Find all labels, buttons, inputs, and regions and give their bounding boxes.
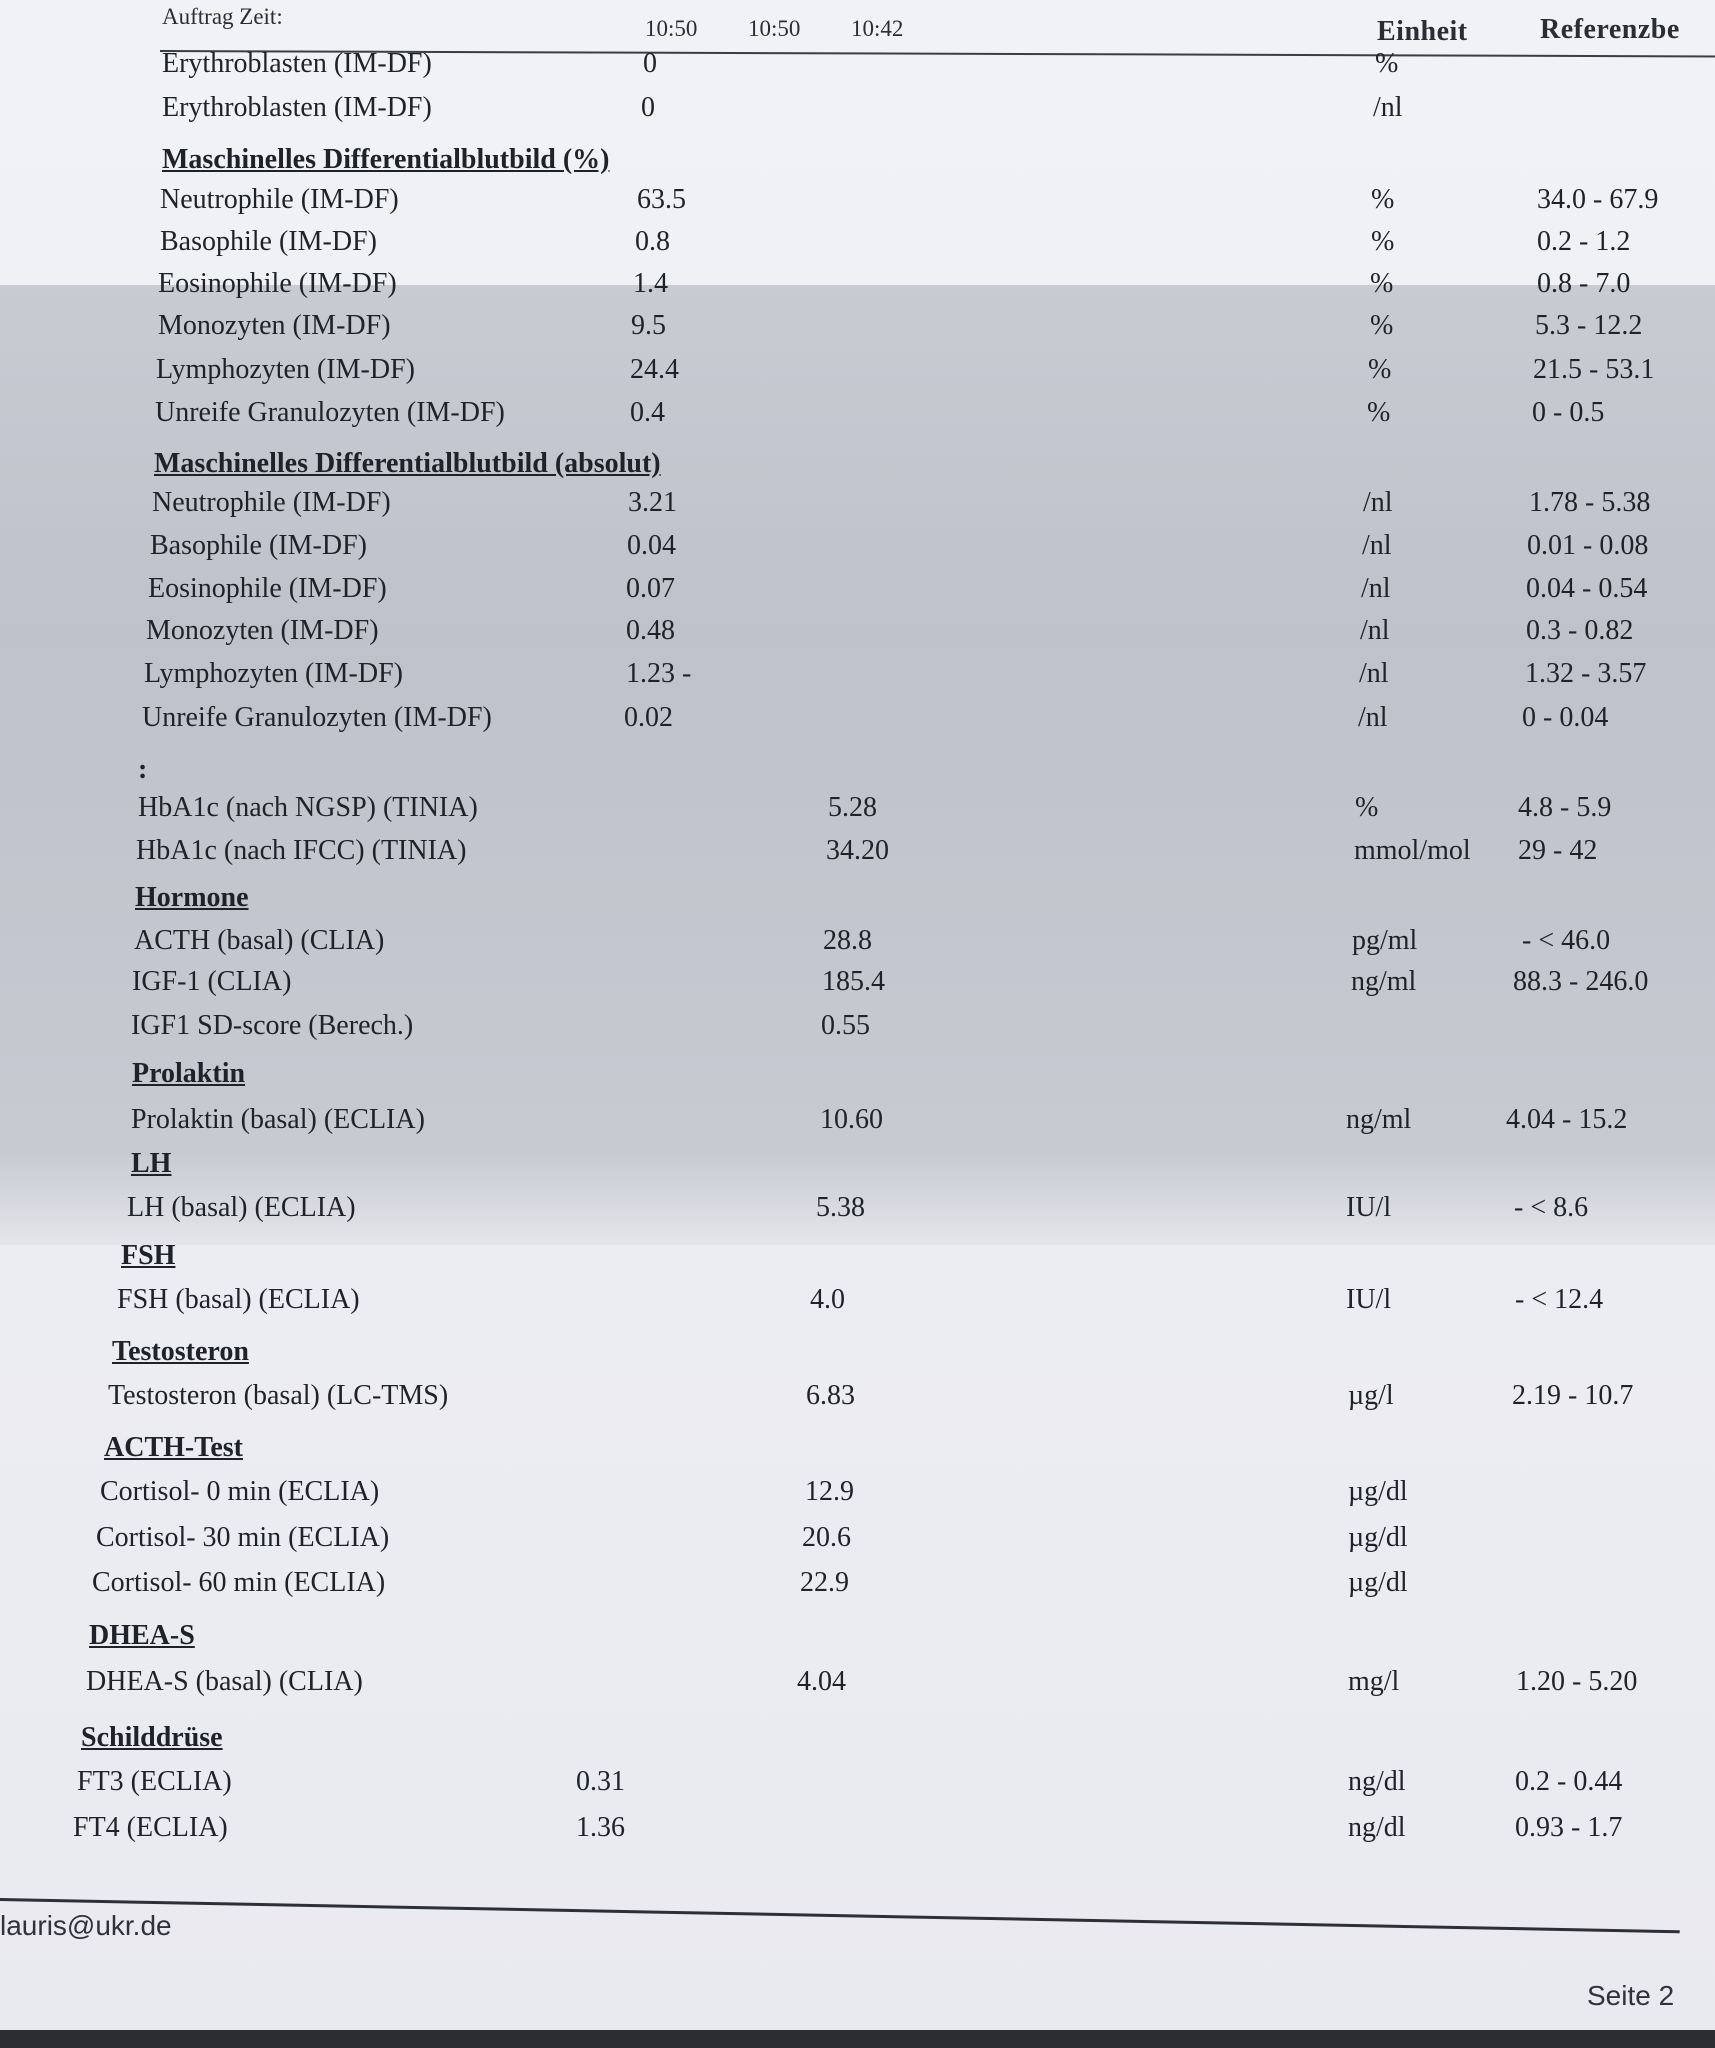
test-unit: %: [1355, 792, 1379, 823]
test-value: 0.48: [626, 615, 675, 646]
footer-email: lauris@ukr.de: [0, 1910, 172, 1941]
test-value: 0: [641, 92, 655, 123]
test-name: IGF-1 (CLIA): [132, 966, 292, 997]
test-value: 28.8: [823, 925, 872, 956]
result-row: [0, 1192, 1715, 1232]
test-unit: /nl: [1373, 92, 1403, 123]
test-value: 63.5: [637, 184, 686, 215]
result-row: [0, 792, 1715, 832]
order-time-2: 10:50: [748, 16, 801, 41]
result-row: [0, 397, 1715, 437]
test-value: 0.02: [624, 702, 673, 733]
test-value: 0: [643, 48, 657, 79]
test-reference: 0.3 - 0.82: [1526, 615, 1634, 646]
test-unit: ng/ml: [1346, 1104, 1412, 1135]
test-name: Erythroblasten (IM-DF): [162, 48, 432, 79]
test-reference: - < 8.6: [1514, 1192, 1589, 1223]
test-value: 0.04: [627, 530, 676, 561]
result-row: [0, 615, 1715, 655]
test-reference: 34.0 - 67.9: [1537, 184, 1659, 215]
test-name: Eosinophile (IM-DF): [158, 268, 397, 299]
section-title: Hormone: [135, 882, 249, 913]
test-value: 3.21: [628, 487, 677, 518]
test-unit: %: [1371, 184, 1395, 215]
test-name: HbA1c (nach NGSP) (TINIA): [138, 792, 478, 823]
test-unit: µg/l: [1348, 1380, 1394, 1411]
section-title: FSH: [121, 1240, 176, 1271]
test-reference: 0.93 - 1.7: [1515, 1812, 1623, 1843]
result-row: [0, 1666, 1715, 1706]
section-title: ACTH-Test: [104, 1432, 243, 1463]
test-value: 1.23 -: [626, 658, 692, 689]
result-row: [0, 487, 1715, 527]
test-unit: IU/l: [1346, 1192, 1392, 1223]
test-unit: /nl: [1362, 530, 1392, 561]
test-value: 10.60: [820, 1104, 883, 1135]
test-value: 4.0: [810, 1284, 845, 1315]
test-unit: %: [1370, 310, 1394, 341]
test-name: IGF1 SD-score (Berech.): [131, 1010, 414, 1041]
test-name: Testosteron (basal) (LC-TMS): [108, 1380, 449, 1411]
test-unit: /nl: [1358, 702, 1388, 733]
test-unit: µg/dl: [1348, 1567, 1408, 1598]
referenz-header: Referenzbe: [1540, 14, 1680, 45]
test-reference: 4.04 - 15.2: [1506, 1104, 1628, 1135]
test-reference: 4.8 - 5.9: [1518, 792, 1612, 823]
auftrag-zeit-label: Auftrag Zeit:: [162, 4, 283, 29]
test-value: 20.6: [802, 1522, 851, 1553]
test-name: Basophile (IM-DF): [160, 226, 377, 257]
test-name: Erythroblasten (IM-DF): [162, 92, 432, 123]
test-value: 34.20: [826, 835, 889, 866]
test-reference: 0.2 - 1.2: [1537, 226, 1631, 257]
result-row: [0, 1812, 1715, 1852]
section-title: Prolaktin: [132, 1058, 246, 1089]
test-name: Unreife Granulozyten (IM-DF): [155, 397, 505, 428]
test-reference: 1.32 - 3.57: [1525, 658, 1647, 689]
test-name: Basophile (IM-DF): [150, 530, 367, 561]
test-unit: /nl: [1360, 615, 1390, 646]
test-reference: 21.5 - 53.1: [1533, 354, 1655, 385]
result-row: [0, 658, 1715, 698]
result-row: [0, 1522, 1715, 1562]
einheit-header: Einheit: [1377, 16, 1468, 47]
result-row: [0, 530, 1715, 570]
test-name: ACTH (basal) (CLIA): [134, 925, 385, 956]
result-row: [0, 1567, 1715, 1607]
test-name: Cortisol- 60 min (ECLIA): [92, 1567, 386, 1598]
test-name: FT3 (ECLIA): [77, 1766, 232, 1797]
test-reference: 29 - 42: [1518, 835, 1598, 866]
result-row: [0, 573, 1715, 613]
test-value: 12.9: [805, 1476, 854, 1507]
test-reference: 0.01 - 0.08: [1527, 530, 1649, 561]
test-value: 6.83: [806, 1380, 855, 1411]
test-name: Neutrophile (IM-DF): [152, 487, 391, 518]
test-unit: /nl: [1363, 487, 1393, 518]
test-reference: 0 - 0.04: [1522, 702, 1609, 733]
test-value: 5.38: [816, 1192, 865, 1223]
test-name: Cortisol- 30 min (ECLIA): [96, 1522, 390, 1553]
test-value: 1.4: [633, 268, 668, 299]
test-value: 4.04: [797, 1666, 846, 1697]
test-reference: 2.19 - 10.7: [1512, 1380, 1634, 1411]
test-name: Lymphozyten (IM-DF): [144, 658, 403, 689]
test-reference: 88.3 - 246.0: [1513, 966, 1649, 997]
result-row: [0, 354, 1715, 394]
test-unit: %: [1368, 354, 1392, 385]
test-reference: 0 - 0.5: [1532, 397, 1605, 428]
test-unit: ng/dl: [1348, 1812, 1406, 1843]
test-value: 24.4: [630, 354, 679, 385]
result-row: [0, 1284, 1715, 1324]
result-row: [0, 835, 1715, 875]
test-unit: %: [1367, 397, 1391, 428]
test-value: 5.28: [828, 792, 877, 823]
test-value: 0.07: [626, 573, 675, 604]
result-row: [0, 268, 1715, 308]
test-unit: mmol/mol: [1354, 835, 1471, 866]
test-name: FT4 (ECLIA): [73, 1812, 228, 1843]
result-row: [0, 92, 1715, 132]
result-row: [0, 48, 1715, 88]
test-reference: 1.78 - 5.38: [1529, 487, 1651, 518]
test-value: 9.5: [631, 310, 666, 341]
result-row: [0, 310, 1715, 350]
result-row: [0, 184, 1715, 224]
dark-edge: [0, 2030, 1715, 2048]
section-title: Maschinelles Differentialblutbild (absolut): [154, 448, 661, 479]
test-reference: 0.04 - 0.54: [1526, 573, 1648, 604]
test-unit: µg/dl: [1348, 1476, 1408, 1507]
test-reference: 5.3 - 12.2: [1535, 310, 1643, 341]
page-number: Seite 2: [1587, 1980, 1675, 2011]
test-reference: 0.8 - 7.0: [1537, 268, 1631, 299]
test-name: Eosinophile (IM-DF): [148, 573, 387, 604]
section-title: LH: [131, 1148, 172, 1179]
test-unit: pg/ml: [1352, 925, 1418, 956]
result-row: [0, 1010, 1715, 1050]
test-name: DHEA-S (basal) (CLIA): [86, 1666, 363, 1697]
test-unit: µg/dl: [1348, 1522, 1408, 1553]
test-name: FSH (basal) (ECLIA): [117, 1284, 360, 1315]
result-row: [0, 226, 1715, 266]
test-reference: - < 46.0: [1522, 925, 1611, 956]
test-unit: %: [1371, 226, 1395, 257]
test-name: Monozyten (IM-DF): [146, 615, 379, 646]
test-reference: - < 12.4: [1515, 1284, 1604, 1315]
result-row: [0, 966, 1715, 1006]
test-unit: %: [1370, 268, 1394, 299]
test-name: LH (basal) (ECLIA): [127, 1192, 356, 1223]
section-title: Maschinelles Differentialblutbild (%): [162, 144, 610, 175]
test-name: HbA1c (nach IFCC) (TINIA): [136, 835, 467, 866]
test-value: 0.8: [635, 226, 670, 257]
order-time-1: 10:50: [645, 16, 698, 41]
test-name: Unreife Granulozyten (IM-DF): [142, 702, 492, 733]
test-value: 1.36: [576, 1812, 625, 1843]
result-row: [0, 1476, 1715, 1516]
test-reference: 0.2 - 0.44: [1515, 1766, 1623, 1797]
order-time-3: 10:42: [851, 16, 904, 41]
test-unit: IU/l: [1346, 1284, 1392, 1315]
test-unit: ng/ml: [1351, 966, 1417, 997]
section-title: Schilddrüse: [81, 1722, 223, 1753]
test-unit: %: [1375, 48, 1399, 79]
test-name: Lymphozyten (IM-DF): [156, 354, 415, 385]
test-unit: /nl: [1361, 573, 1391, 604]
test-name: Neutrophile (IM-DF): [160, 184, 399, 215]
test-value: 22.9: [800, 1567, 849, 1598]
test-value: 0.4: [630, 397, 665, 428]
test-reference: 1.20 - 5.20: [1516, 1666, 1638, 1697]
test-value: 0.55: [821, 1010, 870, 1041]
section-title: DHEA-S: [89, 1620, 195, 1651]
test-unit: mg/l: [1348, 1666, 1400, 1697]
result-row: [0, 1766, 1715, 1806]
test-name: Monozyten (IM-DF): [158, 310, 391, 341]
section-title: :: [138, 754, 148, 785]
test-value: 0.31: [576, 1766, 625, 1797]
test-unit: ng/dl: [1348, 1766, 1406, 1797]
test-name: Cortisol- 0 min (ECLIA): [100, 1476, 380, 1507]
section-title: Testosteron: [112, 1336, 249, 1367]
test-name: Prolaktin (basal) (ECLIA): [131, 1104, 425, 1135]
result-row: [0, 702, 1715, 742]
result-row: [0, 1380, 1715, 1420]
result-row: [0, 925, 1715, 965]
test-unit: /nl: [1359, 658, 1389, 689]
test-value: 185.4: [822, 966, 885, 997]
result-row: [0, 1104, 1715, 1144]
